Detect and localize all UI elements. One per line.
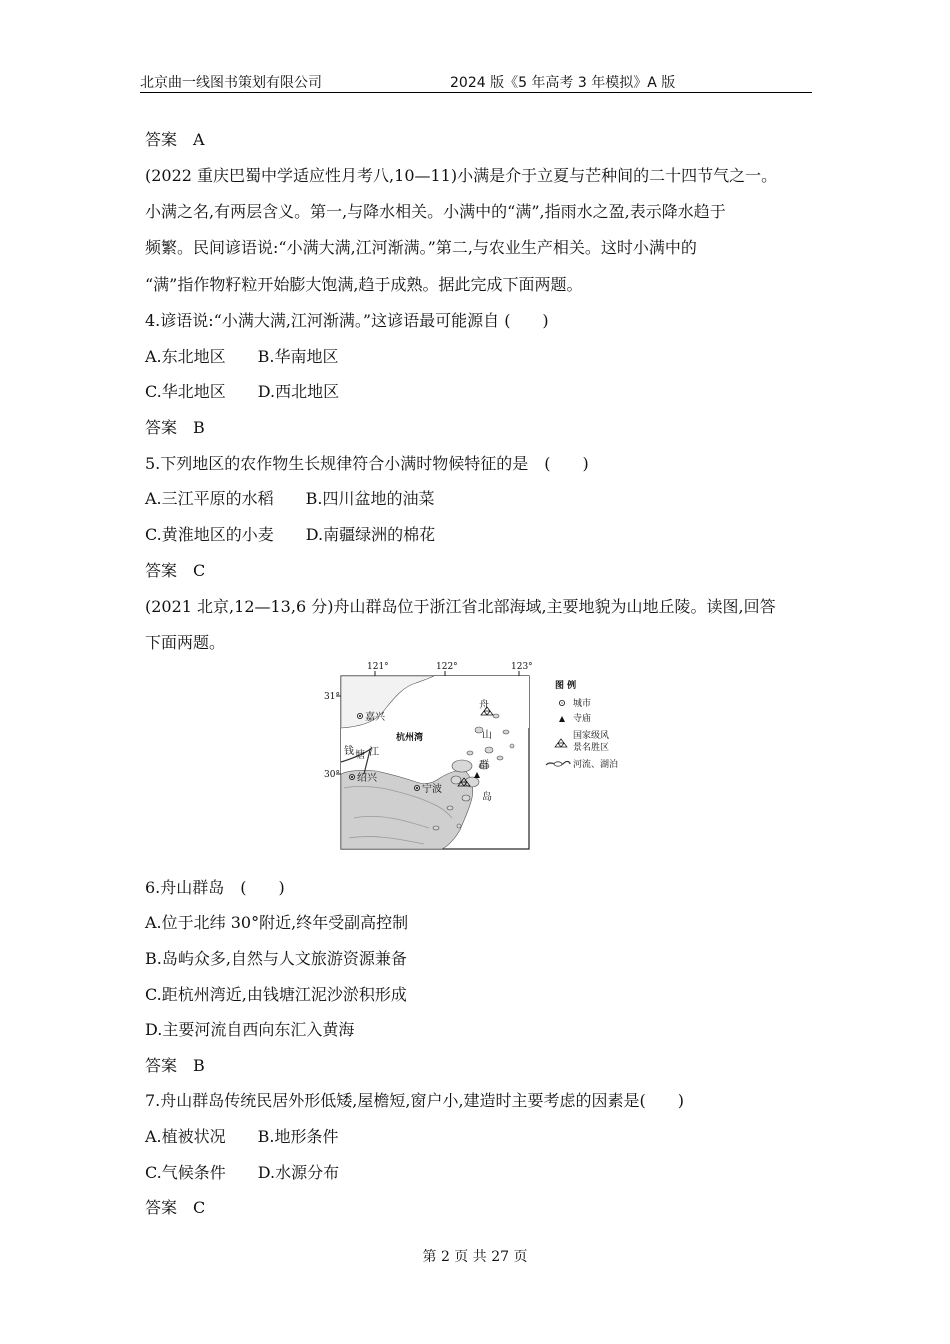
place-shaoxing: 绍兴 <box>357 773 377 784</box>
option-line: D.主要河流自西向东汇入黄海 <box>145 1020 355 1039</box>
passage-line: “满”指作物籽粒开始膨大饱满,趋于成熟。据此完成下面两题。 <box>145 275 583 294</box>
place-qian: 钱 <box>344 746 354 757</box>
place-tang: 塘 <box>355 750 365 761</box>
passage-line: 下面两题。 <box>145 633 226 652</box>
passage-line: (2022 重庆巴蜀中学适应性月考八,10—11)小满是介于立夏与芒种间的二十四节气之一。 <box>145 166 778 185</box>
question-7: 7.舟山群岛传统民居外形低矮,屋檐短,窗户小,建造时主要考虑的因素是( ) <box>145 1091 685 1110</box>
header-book-title: 2024 版《5 年高考 3 年模拟》A 版 <box>450 75 676 91</box>
zhoushan-map <box>324 658 634 853</box>
question-5: 5.下列地区的农作物生长规律符合小满时物候特征的是 ( ) <box>145 454 589 473</box>
answer-line: 答案 C <box>145 1198 206 1217</box>
place-qun: 群 <box>479 760 489 771</box>
answer-line: 答案 A <box>145 130 205 149</box>
legend-title: 图 例 <box>555 681 577 691</box>
option-line: C.黄淮地区的小麦 D.南疆绿洲的棉花 <box>145 525 436 544</box>
lon-label: 123° <box>511 662 533 672</box>
header-publisher: 北京曲一线图书策划有限公司 <box>140 75 322 91</box>
place-jiang: 江 <box>369 747 379 758</box>
answer-line: 答案 B <box>145 1056 205 1075</box>
legend-temple: 寺庙 <box>573 714 592 724</box>
place-ningbo: 宁波 <box>422 784 442 795</box>
question-4: 4.谚语说:“小满大满,江河渐满。”这谚语最可能源自 ( ) <box>145 311 549 330</box>
lat-label: 31° <box>324 692 340 702</box>
legend-scenic: 景名胜区 <box>573 743 610 753</box>
legend-river: 河流、湖泊 <box>573 760 619 770</box>
option-line: C.距杭州湾近,由钱塘江泥沙淤积形成 <box>145 985 407 1004</box>
legend-scenic: 国家级风 <box>573 731 610 741</box>
page-footer: 第 2 页 共 27 页 <box>422 1249 528 1265</box>
answer-line: 答案 C <box>145 561 206 580</box>
place-jiaxing: 嘉兴 <box>365 712 385 723</box>
place-dao: 岛 <box>482 792 492 803</box>
lon-label: 121° <box>367 662 389 672</box>
option-line: A.位于北纬 30°附近,终年受副高控制 <box>145 913 409 932</box>
lat-label: 30° <box>324 770 340 780</box>
passage-line: (2021 北京,12—13,6 分)舟山群岛位于浙江省北部海域,主要地貌为山地丘陵。读图,回答 <box>145 597 776 616</box>
option-line: A.三江平原的水稻 B.四川盆地的油菜 <box>145 489 435 508</box>
option-line: B.岛屿众多,自然与人文旅游资源兼备 <box>145 949 407 968</box>
option-line: C.华北地区 D.西北地区 <box>145 382 340 401</box>
question-6: 6.舟山群岛 ( ) <box>145 878 285 897</box>
place-shan: 山 <box>482 730 492 741</box>
place-hangzhouwan: 杭州湾 <box>396 733 424 743</box>
lon-label: 122° <box>436 662 458 672</box>
passage-line: 频繁。民间谚语说:“小满大满,江河渐满。”第二,与农业生产相关。这时小满中的 <box>145 238 697 257</box>
option-line: A.植被状况 B.地形条件 <box>145 1127 339 1146</box>
option-line: A.东北地区 B.华南地区 <box>145 347 339 366</box>
header-rule <box>140 92 812 93</box>
answer-line: 答案 B <box>145 418 205 437</box>
option-line: C.气候条件 D.水源分布 <box>145 1163 340 1182</box>
legend-city: 城市 <box>573 699 592 709</box>
passage-line: 小满之名,有两层含义。第一,与降水相关。小满中的“满”,指雨水之盈,表示降水趋于 <box>145 202 726 221</box>
place-zhou: 舟 <box>479 700 489 711</box>
